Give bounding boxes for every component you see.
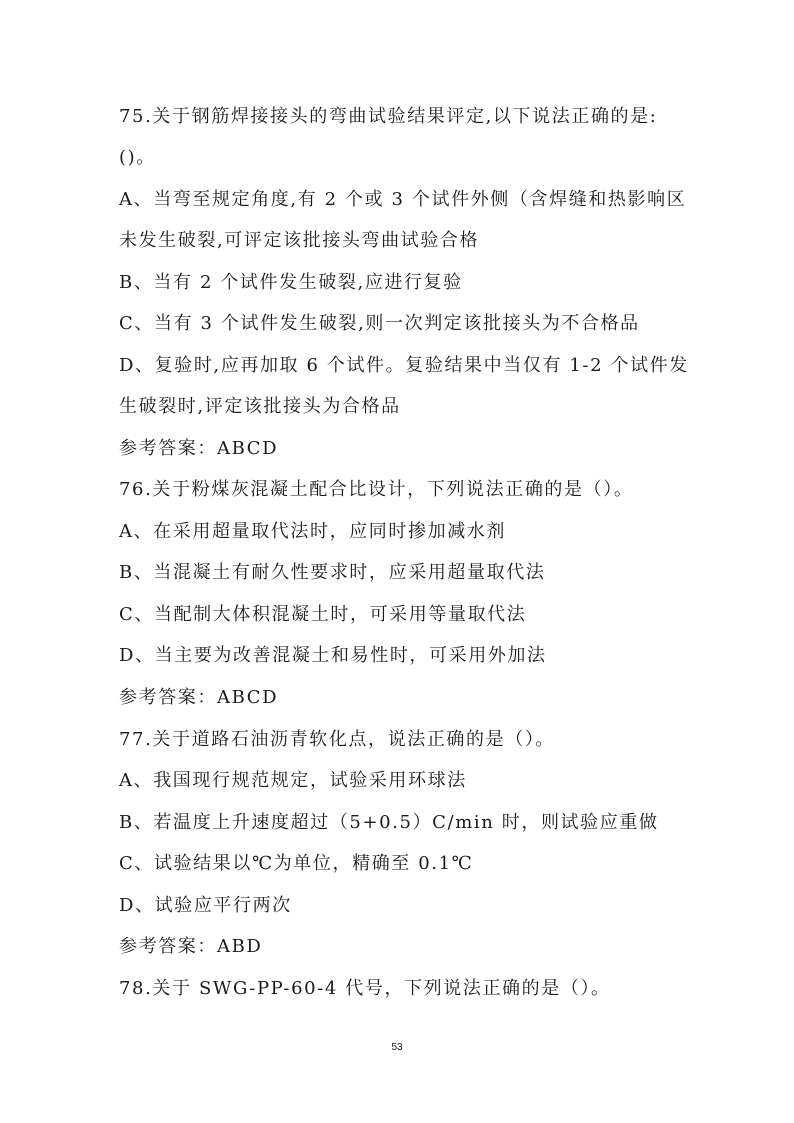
q78-stem: 78.关于 SWG-PP-60-4 代号，下列说法正确的是（）。 — [119, 978, 611, 999]
q77-option-c: C、试验结果以℃为单位，精确至 0.1℃ — [119, 853, 474, 874]
q76-answer: 参考答案：ABCD — [119, 687, 279, 708]
q77-stem: 77.关于道路石油沥青软化点，说法正确的是（）。 — [119, 729, 556, 750]
q75-stem-line-2: ()。 — [119, 147, 156, 168]
q76-option-b: B、当混凝土有耐久性要求时，应采用超量取代法 — [119, 562, 546, 583]
q76-option-c: C、当配制大体积混凝土时，可采用等量取代法 — [119, 604, 527, 625]
q75-option-a-line-2: 未发生破裂,可评定该批接头弯曲试验合格 — [119, 230, 480, 251]
q75-option-d-line-2: 生破裂时,评定该批接头为合格品 — [119, 396, 401, 417]
q77-option-b: B、若温度上升速度超过（5+0.5）C/min 时，则试验应重做 — [119, 812, 659, 833]
q75-option-c: C、当有 3 个试件发生破裂,则一次判定该批接头为不合格品 — [119, 313, 640, 334]
q77-option-a: A、我国现行规范规定，试验采用环球法 — [119, 770, 467, 791]
q75-option-d-line-1: D、复验时,应再加取 6 个试件。复验结果中当仅有 1-2 个试件发 — [119, 355, 689, 376]
q75-option-a-line-1: A、当弯至规定角度,有 2 个或 3 个试件外侧（含焊缝和热影响区 — [119, 189, 687, 210]
q75-stem-line-1: 75.关于钢筋焊接接头的弯曲试验结果评定,以下说法正确的是: — [119, 106, 658, 127]
q77-option-d: D、试验应平行两次 — [119, 895, 292, 916]
page-number: 53 — [391, 1042, 403, 1053]
q76-stem: 76.关于粉煤灰混凝土配合比设计，下列说法正确的是（）。 — [119, 479, 634, 500]
q76-option-d: D、当主要为改善混凝土和易性时，可采用外加法 — [119, 645, 547, 666]
q77-answer: 参考答案：ABD — [119, 936, 263, 957]
q75-option-b: B、当有 2 个试件发生破裂,应进行复验 — [119, 272, 463, 293]
q76-option-a: A、在采用超量取代法时，应同时掺加减水剂 — [119, 521, 506, 542]
q75-answer: 参考答案：ABCD — [119, 438, 279, 459]
